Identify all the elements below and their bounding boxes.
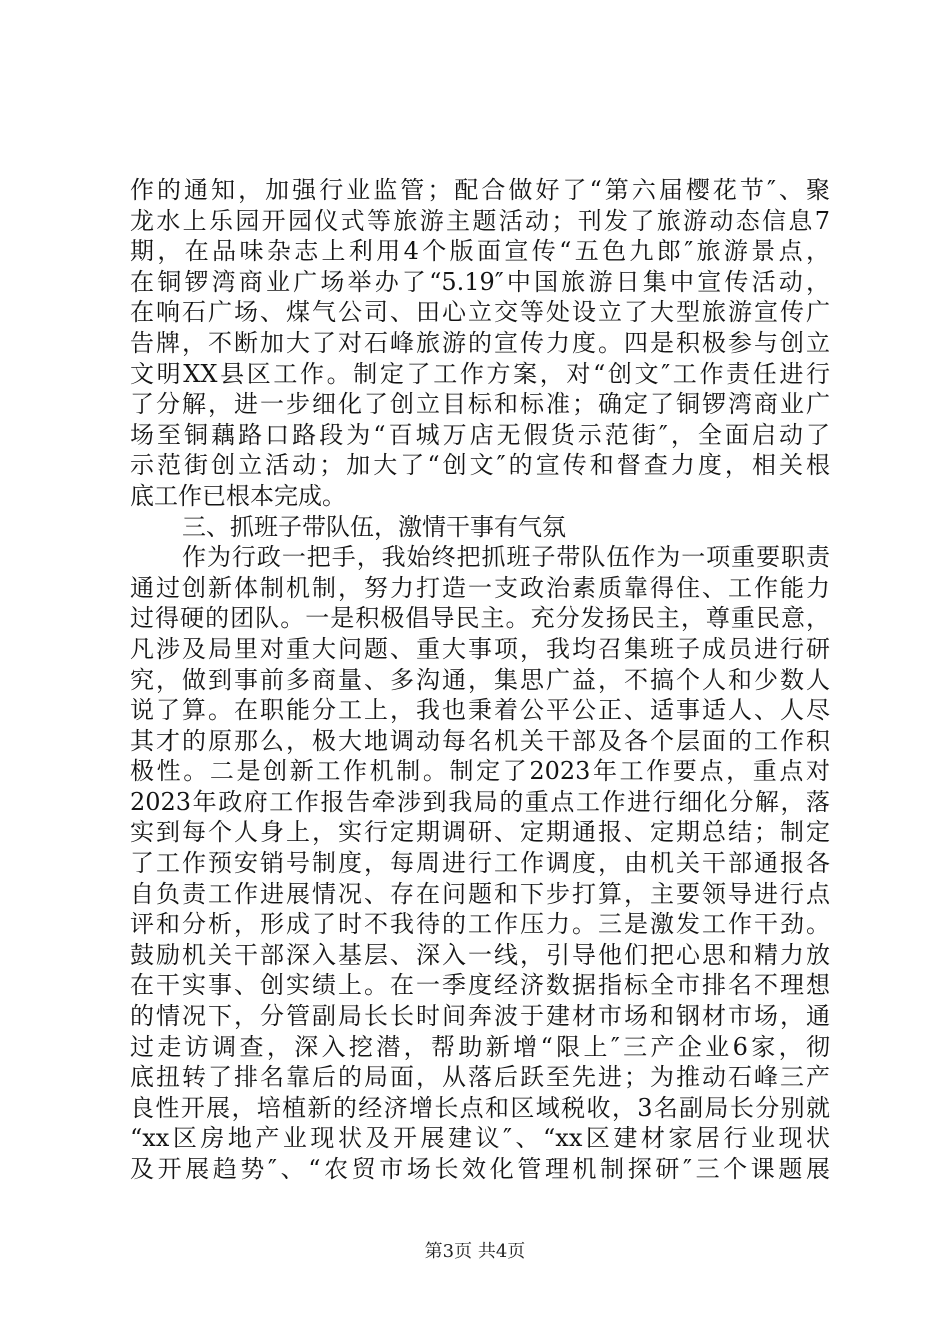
- text-line: 作的通知，加强行业监管；配合做好了“第六届樱花节″、聚: [130, 176, 830, 204]
- text-line: 说了算。在职能分工上，我也秉着公平公正、适事适人、人尽: [130, 696, 830, 725]
- text-line: 鼓励机关干部深入基层、深入一线，引导他们把心思和精力放: [130, 940, 830, 969]
- text-line: 过得硬的团队。一是积极倡导民主。充分发扬民主，尊重民意，: [130, 604, 830, 633]
- text-line: 在铜锣湾商业广场举办了“5.19″中国旅游日集中宣传活动，: [130, 267, 830, 296]
- text-line: 自负责工作进展情况、存在问题和下步打算，主要领导进行点: [130, 879, 830, 908]
- section-heading: 三、抓班子带队伍，激情干事有气氛: [182, 512, 566, 541]
- text-line: 告牌，不断加大了对石峰旅游的宣传力度。四是积极参与创立: [130, 328, 830, 357]
- text-line: 2023年政府工作报告牵涉到我局的重点工作进行细化分解，落: [130, 787, 830, 816]
- text-line: 良性开展，培植新的经济增长点和区域税收，3名副局长分别就: [130, 1093, 830, 1122]
- text-line: 在响石广场、煤气公司、田心立交等处设立了大型旅游宣传广: [130, 298, 830, 327]
- text-line: 及开展趋势″、“农贸市场长效化管理机制探研″三个课题展: [130, 1155, 830, 1183]
- text-line: 通过创新体制机制，努力打造一支政治素质靠得住、工作能力: [130, 573, 830, 602]
- text-line: 实到每个人身上，实行定期调研、定期通报、定期总结；制定: [130, 818, 830, 847]
- text-line: 场至铜藕路口路段为“百城万店无假货示范街″，全面启动了: [130, 420, 830, 449]
- text-line: 凡涉及局里对重大问题、重大事项，我均召集班子成员进行研: [130, 634, 830, 663]
- text-line: 了工作预安销号制度，每周进行工作调度，由机关干部通报各: [130, 849, 830, 878]
- page-footer: 第3页 共4页: [424, 1241, 526, 1262]
- text-line: 评和分析，形成了时不我待的工作压力。三是激发工作干劲。: [130, 910, 830, 939]
- text-line: 底工作已根本完成。: [130, 481, 346, 510]
- text-line: 在干实事、创实绩上。在一季度经济数据指标全市排名不理想: [130, 971, 830, 1000]
- text-line: 示范街创立活动；加大了“创文″的宣传和督查力度，相关根: [130, 451, 830, 480]
- text-line: 了分解，进一步细化了创立目标和标准；确定了铜锣湾商业广: [130, 390, 830, 419]
- text-line: 其才的原那么，极大地调动每名机关干部及各个层面的工作积: [130, 726, 830, 755]
- text-line: 过走访调查，深入挖潜，帮助新增“限上″三产企业6家，彻: [130, 1032, 830, 1061]
- text-line: 文明XX县区工作。制定了工作方案，对“创文″工作责任进行: [130, 359, 830, 388]
- text-line: 究，做到事前多商量、多沟通，集思广益，不搞个人和少数人: [130, 665, 830, 694]
- text-line: 作为行政一把手，我始终把抓班子带队伍作为一项重要职责: [182, 543, 830, 572]
- text-line: 底扭转了排名靠后的局面，从落后跃至先进；为推动石峰三产: [130, 1063, 830, 1092]
- text-line: 期，在品味杂志上利用4个版面宣传“五色九郎″旅游景点，: [130, 237, 830, 266]
- text-line: 龙水上乐园开园仪式等旅游主题活动；刊发了旅游动态信息7: [130, 206, 830, 235]
- text-line: “xx区房地产业现状及开展建议″、“xx区建材家居行业现状: [130, 1124, 830, 1153]
- text-line: 的情况下，分管副局长长时间奔波于建材市场和钢材市场，通: [130, 1002, 830, 1031]
- text-line: 极性。二是创新工作机制。制定了2023年工作要点，重点对: [130, 757, 830, 786]
- document-body: [130, 175, 830, 1185]
